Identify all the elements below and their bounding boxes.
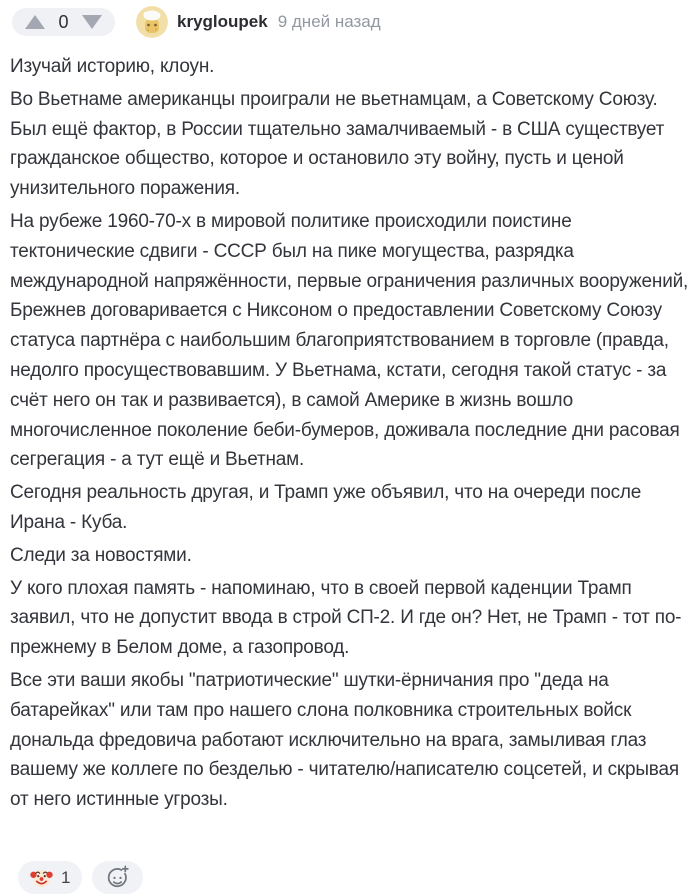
add-reaction-button[interactable] [92, 861, 143, 894]
comment-paragraph: Изучай историю, клоун. [10, 56, 215, 77]
comment-header [10, 5, 700, 38]
username[interactable]: krygloupek [177, 11, 268, 31]
comment-paragraph: Следи за новостями. [10, 544, 192, 566]
comment-paragraph: У кого плохая память - напоминаю, что в своей первой каденции Трамп заявил, что не допустит ввода в строй СП-2. И где он? Нет, не Трамп - тот по-прежнему в Белом доме, а газопровод. [10, 577, 682, 659]
comment-paragraph: Во Вьетнаме американцы проиграли не вьетнамцам, а Советскому Союзу. Был ещё фактор, в России тщательно замалчиваемый - в США существует гражданское общество, которое и остановило эту войну, пусть и ценой унизительного поражения. [10, 88, 665, 200]
comment-body [10, 52, 694, 815]
vote-count: 0 [58, 11, 69, 32]
clown-emoji-icon [30, 866, 53, 889]
comment-paragraph: На рубеже 1960-70-х в мировой политике происходили поистине тектонические сдвиги - СССР был на пике могущества, разрядка международной напряжённости, первые ограничения различных вооружений, Брежнев договаривается с Никсоном о предоставлении Советскому Союзу статуса партнёра с наибольшим благоприятствованием в торговле (правда, недолго просуществовавшим. У Вьетнама, кстати, сегодня такой статус - за счёт него он так и развивается), в самой Америке в жизнь вошло многочисленное поколение беби-бумеров, доживала последние дни расовая сегрегация - а тут ещё и Вьетнам. [10, 210, 689, 471]
timestamp[interactable]: 9 дней назад [277, 11, 381, 31]
upvote-icon[interactable] [25, 15, 45, 29]
reaction-count: 1 [61, 867, 71, 887]
comment-paragraph: Сегодня реальность другая, и Трамп уже объявил, что на очереди после Ирана - Куба. [10, 482, 642, 533]
add-reaction-smiley-icon [104, 864, 131, 891]
avatar[interactable] [136, 6, 168, 38]
reaction-clown[interactable] [18, 861, 82, 894]
downvote-icon[interactable] [82, 15, 102, 29]
avatar-image [136, 6, 168, 38]
comment-paragraph: Все эти ваши якобы "патриотические" шутки-ёрничания про "деда на батарейках" или там про нашего слона полковника строительных войск дональда фредовича работают исключительно на врага, замыливая глаз вашему же коллеге по безделью - читателю/написателю соцсетей, и скрывая от него истинные угрозы. [10, 669, 679, 811]
vote-widget [12, 8, 115, 36]
reactions-bar [18, 861, 143, 894]
